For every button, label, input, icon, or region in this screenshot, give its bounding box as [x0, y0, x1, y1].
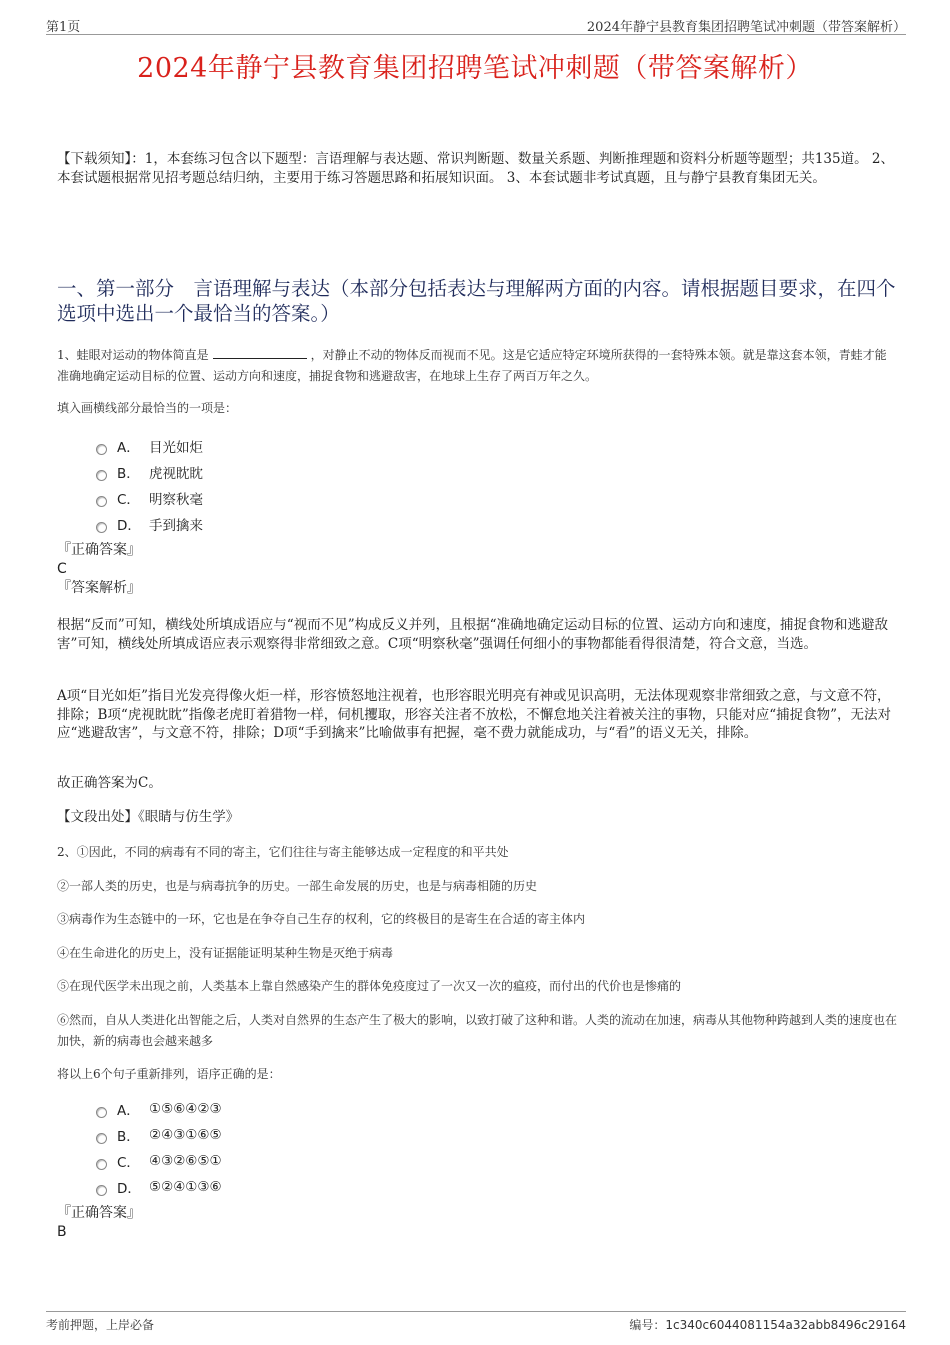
- analysis-paragraph-2: A项“目光如炬”指目光发亮得像火炬一样，形容愤怒地注视着，也形容眼光明亮有神或见识高明，无法体现观察非常细致之意，与文意不符，排除；B项“虎视眈眈”指像老虎盯着猎物一样，伺机攫取，形容关注者不放松，不懈怠地关注着被关注的事物，只能对应“捕捉食物”，无法对应“逃避敌害”，与文意不符，排除；D项“手到擒来”比喻做事有把握，毫不费力就能成功，与“看”的语义无关，排除。: [57, 688, 892, 741]
- page-footer: [46, 1311, 906, 1334]
- answer-label: 『正确答案』: [57, 542, 141, 558]
- question-2-sentence-3: ③病毒作为生态链中的一环，它也是在争夺自己生存的权利，它的终极目的是寄生在合适的寄主体内: [57, 912, 586, 926]
- page-title: 2024年静宁县教育集团招聘笔试冲刺题（带答案解析）: [137, 53, 813, 84]
- option-letter: C．: [117, 492, 140, 508]
- question-2-prompt: 将以上6个句子重新排列，语序正确的是：: [57, 1067, 281, 1081]
- question-2-answer: [57, 1204, 141, 1242]
- question-1-prompt: 填入画横线部分最恰当的一项是：: [57, 401, 238, 415]
- radio-icon[interactable]: [96, 444, 107, 455]
- answer-label: 『正确答案』: [57, 1205, 141, 1221]
- question-2-sentence-5: ⑤在现代医学未出现之前，人类基本上靠自然感染产生的群体免疫度过了一次又一次的瘟疫，而付出的代价也是惨痛的: [57, 979, 682, 993]
- option-c[interactable]: [96, 485, 203, 511]
- question-2-sentence-6: ⑥然而，自从人类进化出智能之后，人类对自然界的生态产生了极大的影响，以致打破了这种和谐。人类的流动在加速，病毒从其他物种跨越到人类的速度也在加快，新的病毒也会越来越多: [57, 1013, 898, 1048]
- code-label: 编号：: [629, 1318, 666, 1332]
- radio-icon[interactable]: [96, 1107, 107, 1118]
- option-a[interactable]: [96, 433, 203, 459]
- answer-value: C: [57, 561, 67, 577]
- radio-icon[interactable]: [96, 1133, 107, 1144]
- option-c[interactable]: [96, 1148, 222, 1174]
- source-citation: 【文段出处】《眼睛与仿生学》: [57, 809, 240, 825]
- analysis-paragraph-1: 根据“反而”可知，横线处所填成语应与“视而不见”构成反义并列，且根据“准确地确定运动目标的位置、运动方向和速度，捕捉食物和逃避敌害”可知，横线处所填成语应表示观察得非常细致之意。C项“明察秋毫”强调任何细小的事物都能看得很清楚，符合文意，当选。: [57, 617, 889, 652]
- analysis-label: 『答案解析』: [57, 580, 141, 596]
- option-letter: D．: [117, 1181, 141, 1197]
- code-value: 1c340c6044081154a32abb8496c29164: [665, 1318, 906, 1332]
- option-text: ②④③①⑥⑤: [149, 1127, 222, 1143]
- header-doc-title: 2024年静宁县教育集团招聘笔试冲刺题（带答案解析）: [586, 20, 906, 35]
- question-2-sentence-2: ②一部人类的历史，也是与病毒抗争的历史。一部生命发展的历史，也是与病毒相随的历史: [57, 879, 538, 893]
- question-1-options: [96, 433, 203, 537]
- question-1-stem-after: ，对静止不动的物体反而视而不见。这是它适应特定环境所获得的一套特殊本领。就是靠这套本领，青蛙才能准确地确定运动目标的位置、运动方向和速度，捕捉食物和逃避敌害，在地球上生存了两百万年之久。: [57, 348, 887, 383]
- radio-icon[interactable]: [96, 522, 107, 533]
- page-number: 第1页: [46, 20, 81, 35]
- option-d[interactable]: [96, 1174, 222, 1200]
- option-letter: B．: [117, 466, 140, 482]
- option-letter: B．: [117, 1129, 140, 1145]
- document-code: [629, 1316, 906, 1333]
- fill-blank-line: [213, 346, 307, 359]
- question-1-answer: [57, 541, 141, 598]
- question-2-options: [96, 1096, 222, 1200]
- question-2-sentence-4: ④在生命进化的历史上，没有证据能证明某种生物是灭绝于病毒: [57, 946, 394, 960]
- option-text: 明察秋毫: [149, 492, 203, 508]
- option-letter: C．: [117, 1155, 140, 1171]
- radio-icon[interactable]: [96, 496, 107, 507]
- download-notice: 【下载须知】：1，本套练习包含以下题型：言语理解与表达题、常识判断题、数量关系题、判断推理题和资料分析题等题型；共135道。 2、本套试题根据常见招考题总结归纳，主要用于练习答题思路和拓展知识面。 3、本套试题非考试真题，且与静宁县教育集团无关。: [57, 151, 894, 186]
- question-2-sentence-1: 2、①因此，不同的病毒有不同的寄主，它们往往与寄主能够达成一定程度的和平共处: [57, 845, 509, 859]
- radio-icon[interactable]: [96, 470, 107, 481]
- option-a[interactable]: [96, 1096, 222, 1122]
- option-letter: A．: [117, 440, 140, 456]
- option-letter: D．: [117, 518, 141, 534]
- section-heading: 一、第一部分 言语理解与表达（本部分包括表达与理解两方面的内容。请根据题目要求，在四个选项中选出一个最恰当的答案。）: [57, 277, 896, 325]
- option-text: ①⑤⑥④②③: [149, 1101, 222, 1117]
- question-1-stem: [57, 345, 897, 387]
- option-text: 手到擒来: [149, 518, 203, 534]
- option-b[interactable]: [96, 459, 203, 485]
- option-text: ④③②⑥⑤①: [149, 1153, 222, 1169]
- page-header: [46, 14, 906, 35]
- answer-value: B: [57, 1224, 67, 1240]
- option-text: 虎视眈眈: [149, 466, 203, 482]
- question-1-stem-before: 1、蛙眼对运动的物体简直是: [57, 348, 209, 362]
- analysis-conclusion: 故正确答案为C。: [57, 775, 162, 791]
- option-text: 目光如炬: [149, 440, 203, 456]
- radio-icon[interactable]: [96, 1185, 107, 1196]
- option-b[interactable]: [96, 1122, 222, 1148]
- option-text: ⑤②④①③⑥: [149, 1179, 222, 1195]
- footer-slogan: 考前押题，上岸必备: [46, 1318, 155, 1332]
- option-letter: A．: [117, 1103, 140, 1119]
- radio-icon[interactable]: [96, 1159, 107, 1170]
- option-d[interactable]: [96, 511, 203, 537]
